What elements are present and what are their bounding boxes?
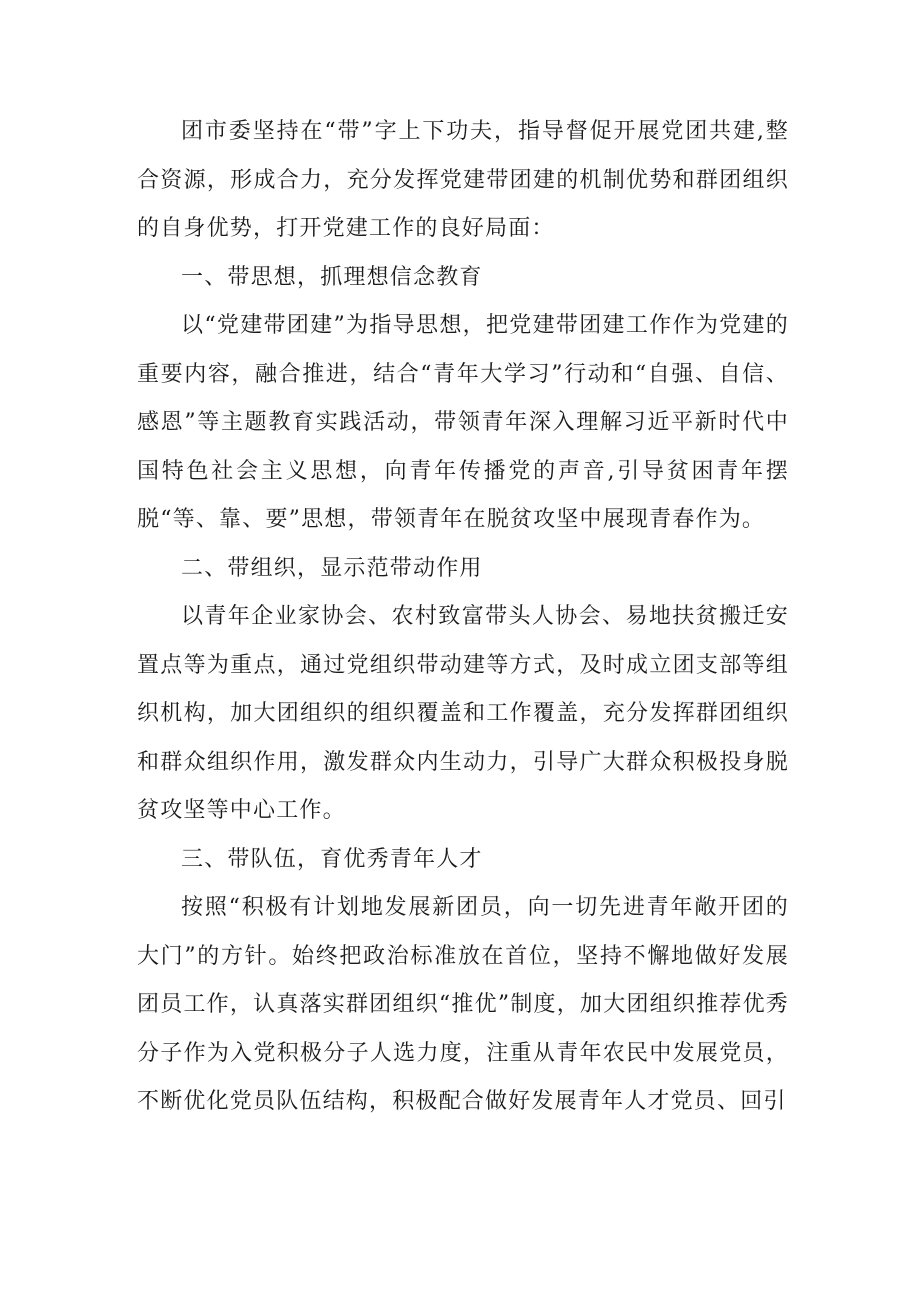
document-body <box>137 108 789 1127</box>
section-3-heading: 三、带队伍，育优秀青年人才 <box>181 846 483 872</box>
section-3-paragraph: 按照“积极有计划地发展新团员，向一切先进青年敞开团的大门”的方针。始终把政治标准放在首位，坚持不懈地做好发展团员工作，认真落实群团组织“推优”制度，加大团组织推荐优秀分子作为入党积极分子人选力度，注重从青年农民中发展党员，不断优化党员队伍结构，积极配合做好发展青年人才党员、回引 <box>137 895 789 1114</box>
intro-paragraph: 团市委坚持在“带”字上下功夫，指导督促开展党团共建,整合资源，形成合力，充分发挥党建带团建的机制优势和群团组织的自身优势，打开党建工作的良好局面： <box>137 119 789 241</box>
section-1-heading: 一、带思想，抓理想信念教育 <box>181 264 483 290</box>
section-1-paragraph: 以“党建带团建”为指导思想，把党建带团建工作作为党建的重要内容，融合推进，结合“青年大学习”行动和“自强、自信、感恩”等主题教育实践活动，带领青年深入理解习近平新时代中国特色社会主义思想，向青年传播党的声音,引导贫困青年摆脱“等、靠、要”思想，带领青年在脱贫攻坚中展现青春作为。 <box>137 313 789 532</box>
section-2-paragraph: 以青年企业家协会、农村致富带头人协会、易地扶贫搬迁安置点等为重点，通过党组织带动建等方式，及时成立团支部等组织机构，加大团组织的组织覆盖和工作覆盖，充分发挥群团组织和群众组织作用，激发群众内生动力，引导广大群众积极投身脱贫攻坚等中心工作。 <box>137 604 789 823</box>
section-2-heading: 二、带组织，显示范带动作用 <box>181 555 483 581</box>
